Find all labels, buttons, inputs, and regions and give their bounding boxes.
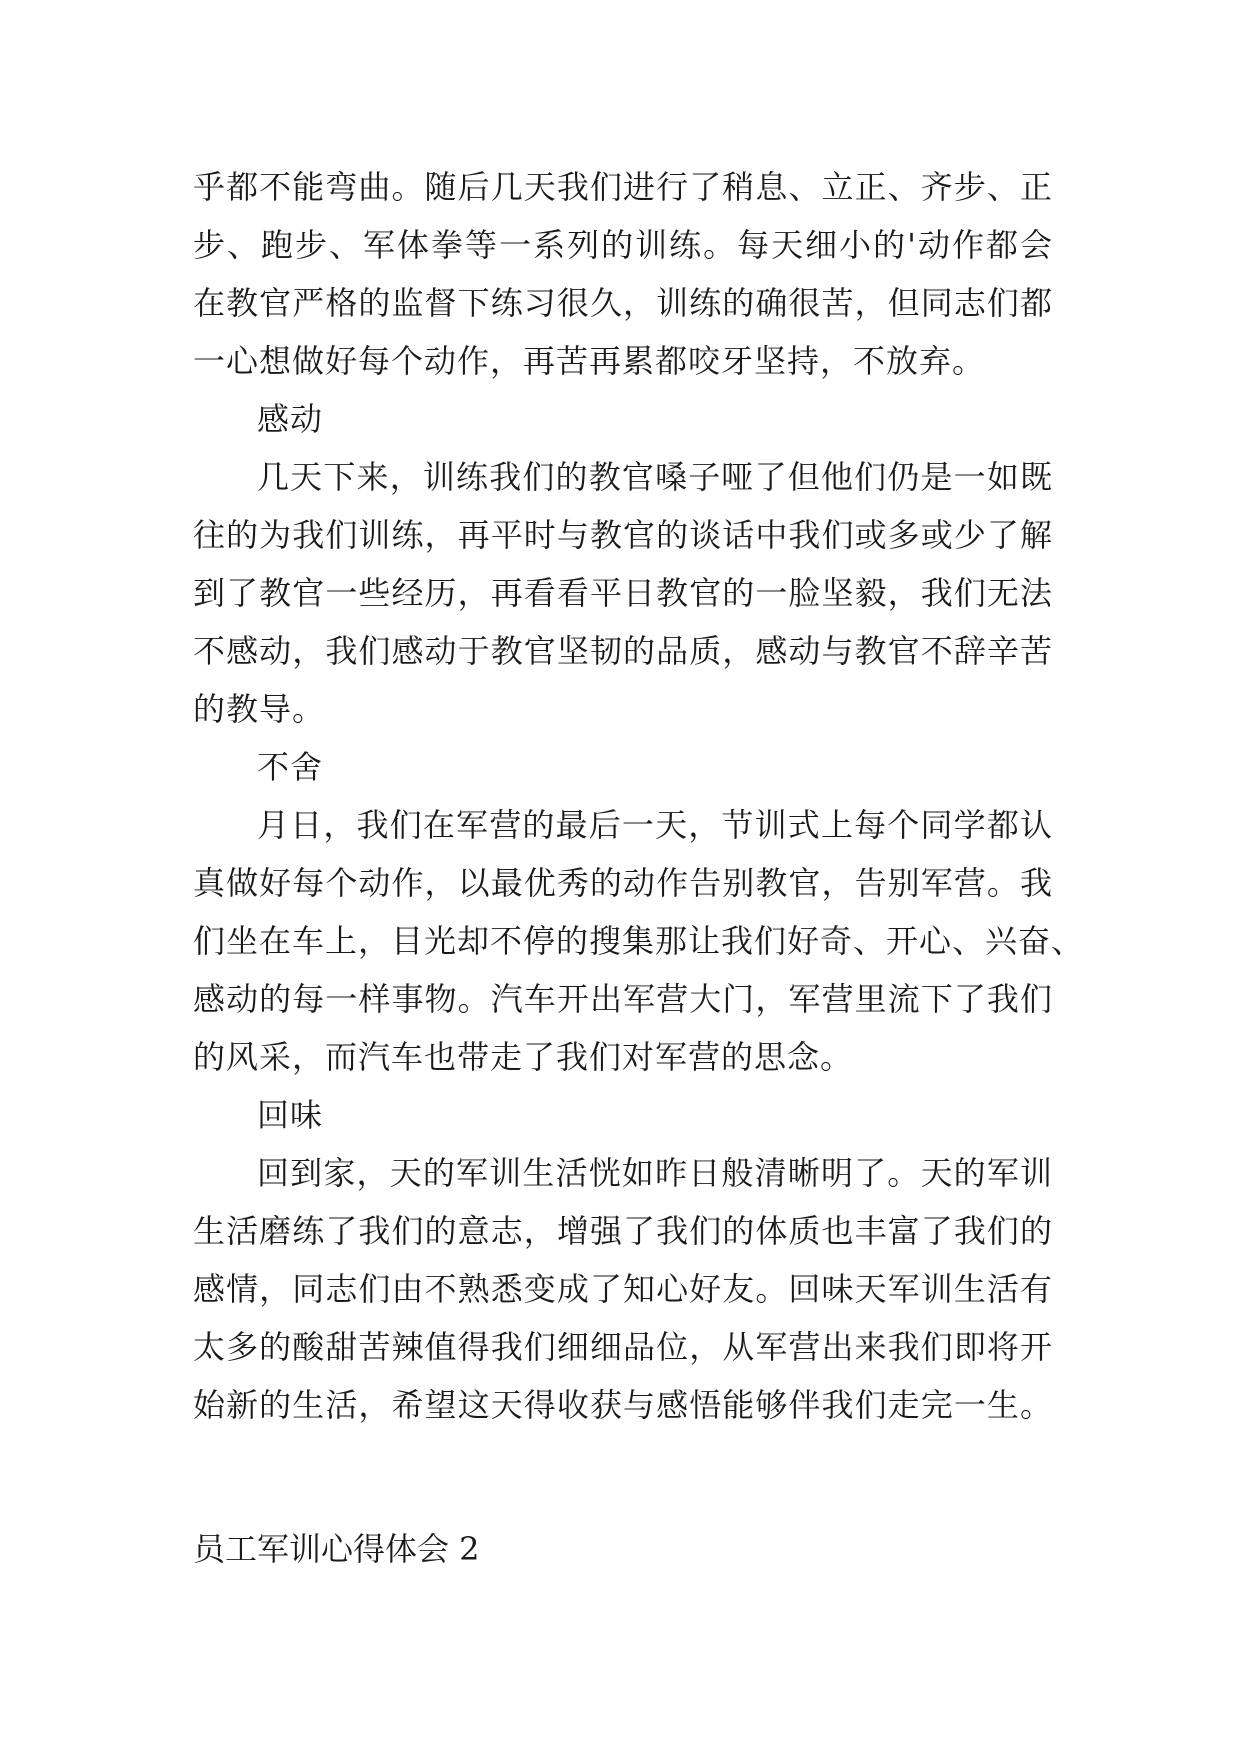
paragraph-line: 们坐在车上，目光却不停的搜集那让我们好奇、开心、兴奋、 <box>193 922 1085 960</box>
spacer <box>193 1434 1053 1520</box>
paragraph-line: 的教导。 <box>193 690 326 728</box>
section-heading-bushe: 不舍 <box>257 748 324 786</box>
paragraph-line: 回到家，天的军训生活恍如昨日般清晰明了。天的军训 <box>257 1154 1053 1192</box>
paragraph-line: 生活磨练了我们的意志，增强了我们的体质也丰富了我们的 <box>193 1212 1053 1250</box>
paragraph-line: 真做好每个动作，以最优秀的动作告别教官，告别军营。我 <box>193 864 1053 902</box>
section-heading-gandong: 感动 <box>257 400 324 438</box>
paragraph-line: 太多的酸甜苦辣值得我们细细品位，从军营出来我们即将开 <box>193 1328 1053 1366</box>
next-article-title: 员工军训心得体会 2 <box>193 1530 480 1568</box>
paragraph-line: 几天下来，训练我们的教官嗓子哑了但他们仍是一如既 <box>257 458 1053 496</box>
paragraph-line: 一心想做好每个动作，再苦再累都咬牙坚持，不放弃。 <box>193 342 986 380</box>
paragraph-line: 感情，同志们由不熟悉变成了知心好友。回味天军训生活有 <box>193 1270 1053 1308</box>
paragraph-line: 往的为我们训练，再平时与教官的谈话中我们或多或少了解 <box>193 516 1053 554</box>
paragraph-line: 始新的生活，希望这天得收获与感悟能够伴我们走完一生。 <box>193 1386 1053 1424</box>
section-heading-huiwei: 回味 <box>257 1096 324 1134</box>
paragraph-line: 不感动，我们感动于教官坚韧的品质，感动与教官不辞辛苦 <box>193 632 1053 670</box>
paragraph-line: 的风采，而汽车也带走了我们对军营的思念。 <box>193 1038 854 1076</box>
paragraph-line: 到了教官一些经历，再看看平日教官的一脸坚毅，我们无法 <box>193 574 1053 612</box>
paragraph-line: 步、跑步、军体拳等一系列的训练。每天细小的'动作都会 <box>193 226 1053 264</box>
document-page <box>193 158 1085 1578</box>
paragraph-line: 乎都不能弯曲。随后几天我们进行了稍息、立正、齐步、正 <box>193 168 1053 206</box>
paragraph-line: 在教官严格的监督下练习很久，训练的确很苦，但同志们都 <box>193 284 1053 322</box>
paragraph-line: 月日，我们在军营的最后一天，节训式上每个同学都认 <box>257 806 1053 844</box>
paragraph-line: 感动的每一样事物。汽车开出军营大门，军营里流下了我们 <box>193 980 1053 1018</box>
